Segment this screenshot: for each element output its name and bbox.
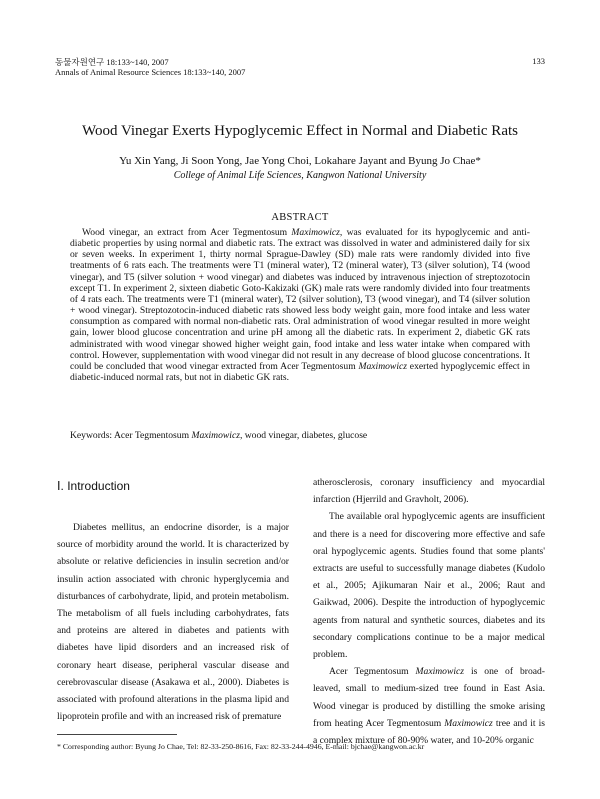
body-paragraph: atherosclerosis, coronary insufficiency and myocardial infarction (Hjerrild and Gravholt, 2006). bbox=[313, 477, 545, 506]
journal-header-english: Annals of Animal Resource Sciences 18:133~140, 2007 bbox=[55, 67, 246, 77]
author-affiliation: College of Animal Life Sciences, Kangwon National University bbox=[173, 170, 427, 181]
keywords: Keywords: Acer Tegmentosum Maximowicz, wood vinegar, diabetes, glucose bbox=[70, 430, 368, 441]
section-heading: Ⅰ. Introduction bbox=[57, 479, 130, 493]
footnote-rule bbox=[57, 734, 177, 735]
journal-header-korean: 동물자원연구 18:133~140, 2007 bbox=[55, 57, 169, 67]
page-number: 133 bbox=[532, 56, 545, 66]
left-column bbox=[57, 519, 289, 725]
body-paragraph: The available oral hypoglycemic agents are insufficient and there is a need for discovering more effective and safe oral hypoglycemic agents. Studies found that some plants' extracts are useful to successfully manage diabetes (Kudolo et al., 2005; Ajikumaran Nair et al., 2006; Raut and Gaikwad, 2006). Despite the introduction of hypoglycemic agents from natural and synthetic sources, diabetes and its secondary complications continue to be a major medical problem. bbox=[313, 511, 545, 661]
abstract-body bbox=[70, 227, 530, 383]
author-list: Yu Xin Yang, Ji Soon Yong, Jae Yong Choi, Lokahare Jayant and Byung Jo Chae* bbox=[119, 155, 481, 167]
article-title: Wood Vinegar Exerts Hypoglycemic Effect in Normal and Diabetic Rats bbox=[82, 123, 518, 139]
footnote: * Corresponding author: Byung Jo Chae, Tel: 82-33-250-8616, Fax: 82-33-244-4946, E-mail: bjchae@kangwon.ac.kr bbox=[57, 742, 425, 751]
abstract-heading: ABSTRACT bbox=[271, 212, 329, 223]
body-paragraph: Diabetes mellitus, an endocrine disorder, is a major source of morbidity around the world. It is characterized by absolute or relative deficiencies in insulin secretion and/or insulin action associated with chronic hyperglycemia and disturbances of carbohydrate, lipid, and protein metabolism. The metabolism of all fuels including carbohydrates, fats and proteins are altered in diabetes and patients with diabetes have lipid disorders and an increased risk of coronary heart disease, peripheral vascular disease and cerebrovascular disease (Asakawa et al., 2000). Diabetes is associated with profound alterations in the plasma lipid and lipoprotein profile and with an increased risk of premature bbox=[57, 522, 289, 723]
abstract-paragraph: Wood vinegar, an extract from Acer Tegmentosum Maximowicz, was evaluated for its hypoglycemic and anti-diabetic properties by using normal and diabetic rats. The extract was dissolved in water and administered daily for six or seven weeks. In experiment 1, thirty normal Sprague-Dawley (SD) male rats were randomly divided into five treatments of 6 rats each. The treatments were T1 (mineral water), T2 (mineral water), T3 (silver solution), T4 (wood vinegar), and T5 (silver solution + wood vinegar) and diabetes was induced by intravenous injection of streptozotocin except T1. In experiment 2, sixteen diabetic Goto-Kakizaki (GK) male rats were randomly divided into four treatments of 4 rats each. The treatments were T1 (mineral water), T2 (silver solution), T3 (wood vinegar), and T4 (silver solution + wood vinegar). Streptozotocin-induced diabetic rats showed less body weight gain, more food intake and less water consumption as compared with normal non-diabetic rats. Oral administration of wood vinegar resulted in more weight gain, lower blood glucose concentration and urine pH among all the diabetic rats. In experiment 2, diabetic GK rats administrated with wood vinegar showed higher weight gain, food intake and less water intake when compared with control. However, supplementation with wood vinegar did not result in any decrease of blood glucose concentrations. It could be concluded that wood vinegar extracted from Acer Tegmentosum Maximowicz exerted hypoglycemic effect in diabetic-induced normal rats, but not in diabetic GK rats. bbox=[70, 227, 530, 384]
body-paragraph: Acer Tegmentosum Maximowicz is one of broad-leaved, small to medium-sized tree found in East Asia. Wood vinegar is produced by distilling the smoke arising from heating Acer Tegmentosum Maximowicz tree and it is a complex mixture of 80-90% water, and 10-20% organic bbox=[313, 666, 545, 747]
right-column bbox=[313, 474, 545, 749]
